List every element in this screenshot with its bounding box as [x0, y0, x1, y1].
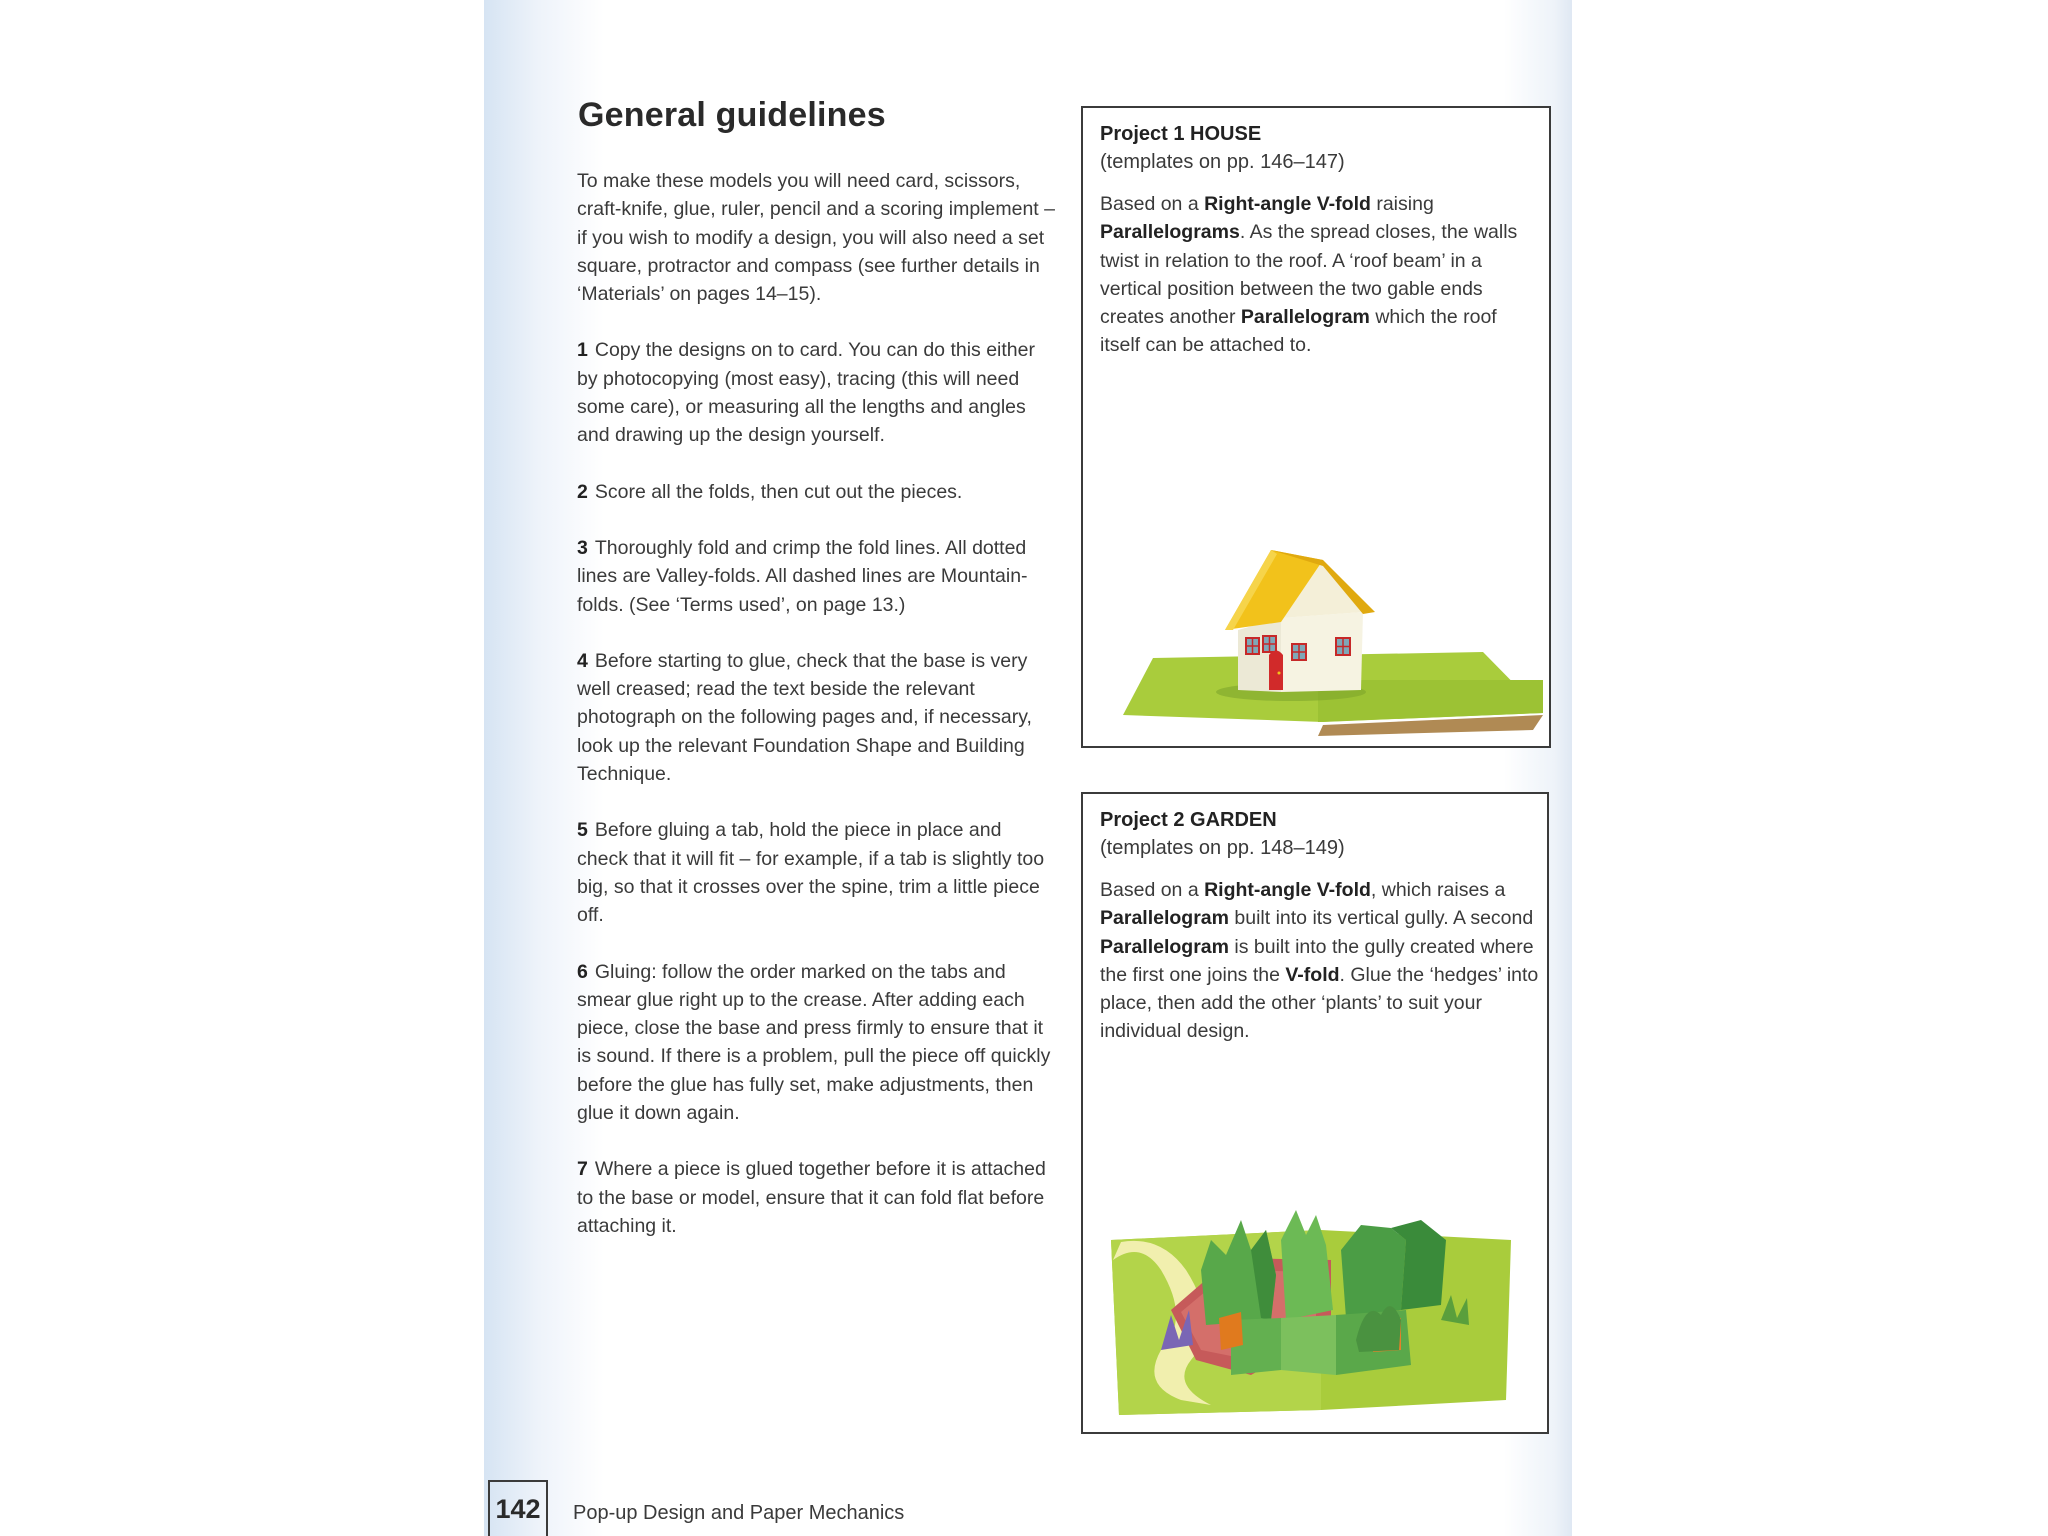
step-text: Thoroughly fold and crimp the fold lines. All dotted lines are Valley-folds. All dashed lines are Mountain-folds. (See ‘Terms used’, on page 13.) [577, 536, 1028, 616]
house-popup-photo [1093, 530, 1553, 740]
step-text: Where a piece is glued together before it is attached to the base or model, ensure that it can fold flat before attaching it. [577, 1158, 1046, 1237]
project-2-templates: (templates on pp. 148–149) [1100, 837, 1345, 859]
project-2-title: Project 2 GARDEN [1100, 809, 1277, 831]
step-3 [577, 534, 1057, 619]
step-text: Before gluing a tab, hold the piece in place and check that it will fit – for example, if a tab is slightly too big, so that it crosses over the spine, trim a little piece off. [577, 819, 1045, 927]
guidelines-column [577, 167, 1057, 1268]
step-number: 3 [577, 536, 588, 559]
page-number: 142 [495, 1493, 541, 1524]
project-2-description: Based on a Right-angle V-fold, which raises a Parallelogram built into its vertical gully. A second Parallelogram is built into the gully created where the first one joins the V-fold. Glue the ‘hedges’ into place, then add the other ‘plants’ to suit your individual design. [1100, 879, 1539, 1043]
step-4 [577, 647, 1057, 788]
project-1-templates: (templates on pp. 146–147) [1100, 151, 1345, 173]
garden-popup-photo [1101, 1200, 1541, 1425]
step-1 [577, 336, 1057, 449]
page-number-box [488, 1480, 548, 1536]
step-5 [577, 816, 1057, 929]
step-number: 2 [577, 480, 588, 503]
step-text: Score all the folds, then cut out the pieces. [594, 480, 963, 503]
step-text: Before starting to glue, check that the base is very well creased; read the text beside the relevant photograph on the following pages and, if necessary, look up the relevant Foundation Shape and Building Technique. [577, 649, 1032, 786]
book-title: Pop-up Design and Paper Mechanics [573, 1502, 905, 1524]
page-heading: General guidelines [578, 96, 886, 134]
intro-paragraph: To make these models you will need card, scissors, craft-knife, glue, ruler, pencil and a scoring implement – if you wish to modify a design, you will also need a set square, protractor and compass (see further details in ‘Materials’ on pages 14–15). [577, 170, 1055, 306]
step-text: Copy the designs on to card. You can do this either by photocopying (most easy), tracing (this will need some care), or measuring all the lengths and angles and drawing up the design yourself. [577, 339, 1035, 447]
project-1-description: Based on a Right-angle V-fold raising Parallelograms. As the spread closes, the walls twist in relation to the roof. A ‘roof beam’ in a vertical position between the two gable ends creates another Parallelogram which the roof itself can be attached to. [1100, 193, 1518, 357]
step-number: 4 [577, 649, 588, 672]
step-number: 5 [577, 819, 588, 842]
step-6 [577, 958, 1057, 1128]
step-number: 7 [577, 1158, 588, 1181]
step-text: Gluing: follow the order marked on the tabs and smear glue right up to the crease. After adding each piece, close the base and press firmly to ensure that it is sound. If there is a problem, pull the piece off quickly before the glue has fully set, make adjustments, then glue it down again. [577, 960, 1051, 1125]
step-2 [577, 478, 1057, 506]
step-number: 6 [577, 960, 588, 983]
step-7 [577, 1155, 1057, 1240]
project-1-title: Project 1 HOUSE [1100, 123, 1262, 145]
step-number: 1 [577, 339, 588, 362]
